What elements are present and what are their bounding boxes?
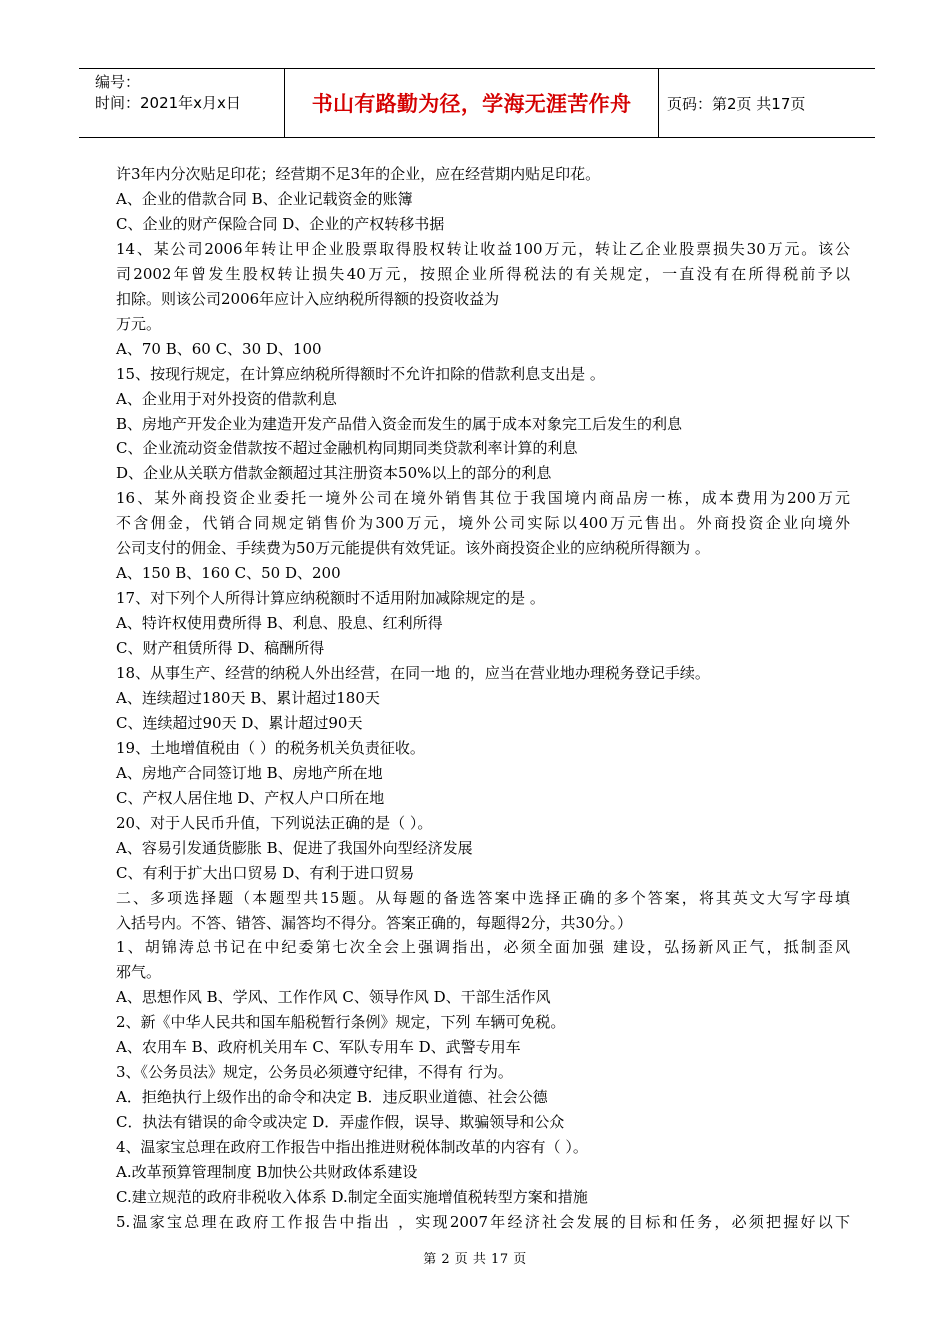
text-line: 14、某公司2006年转让甲企业股票取得股权转让收益100万元，转让乙企业股票损失30万元。该公: [116, 239, 850, 258]
text-line: C、有利于扩大出口贸易 D、有利于进口贸易: [116, 863, 415, 882]
text-line: A．拒绝执行上级作出的命令和决定 B．违反职业道德、社会公德: [116, 1088, 548, 1107]
text-line: A、特许权使用费所得 B、利息、股息、红利所得: [116, 614, 443, 633]
text-line: A、容易引发通货膨胀 B、促进了我国外向型经济发展: [116, 838, 473, 857]
text-line: C、连续超过90天 D、累计超过90天: [116, 713, 363, 732]
text-line: A.改革预算管理制度 B加快公共财政体系建设: [116, 1163, 418, 1181]
header-page-cell: [659, 69, 875, 137]
text-line: C、企业流动资金借款按不超过金融机构同期同类贷款利率计算的利息: [116, 439, 578, 458]
text-line: 不含佣金，代销合同规定销售价为300万元，境外公司实际以400万元售出。外商投资企业向境外: [116, 514, 850, 533]
text-line: A、企业的借款合同 B、企业记载资金的账簿: [116, 189, 413, 208]
text-line: C、财产租赁所得 D、稿酬所得: [116, 639, 325, 658]
text-line: B、房地产开发企业为建造开发产品借入资金而发生的属于成本对象完工后发生的利息: [116, 414, 683, 433]
text-line: A、70 B、60 C、30 D、100: [116, 339, 322, 358]
text-line: 3、《公务员法》规定，公务员必须遵守纪律，不得有 行为。: [116, 1063, 513, 1082]
text-line: 4、温家宝总理在政府工作报告中指出推进财税体制改革的内容有（ ）。: [116, 1138, 588, 1157]
text-line: A、连续超过180天 B、累计超过180天: [116, 688, 380, 707]
header-meta: [79, 69, 285, 137]
text-line: 邪气。: [116, 963, 162, 982]
text-line: D、企业从关联方借款金额超过其注册资本50%以上的部分的利息: [116, 464, 552, 483]
text-line: 5.温家宝总理在政府工作报告中指出 ，实现2007年经济社会发展的目标和任务，必须把握好以下: [116, 1212, 850, 1231]
text-line: C、企业的财产保险合同 D、企业的产权转移书据: [116, 214, 445, 233]
text-line: A、农用车 B、政府机关用车 C、军队专用车 D、武警专用车: [116, 1038, 521, 1057]
text-line: 19、土地增值税由（ ）的税务机关负责征收。: [116, 738, 425, 757]
text-line: 16、某外商投资企业委托一境外公司在境外销售其位于我国境内商品房一栋，成本费用为200万元: [116, 489, 850, 508]
page-header: [79, 68, 875, 138]
header-motto-cell: [285, 69, 659, 137]
text-line: 15、按现行规定，在计算应纳税所得额时不允许扣除的借款利息支出是 。: [116, 364, 605, 383]
text-line: 20、对于人民币升值，下列说法正确的是（ ）。: [116, 813, 433, 832]
text-line: 许3年内分次贴足印花；经营期不足3年的企业，应在经营期内贴足印花。: [116, 165, 601, 183]
text-line: 公司支付的佣金、手续费为50万元能提供有效凭证。该外商投资企业的应纳税所得额为 。: [116, 539, 710, 558]
text-line: 18、从事生产、经营的纳税人外出经营，在同一地 的，应当在营业地办理税务登记手续。: [116, 664, 710, 682]
text-line: 1、胡锦涛总书记在中纪委第七次全会上强调指出，必须全面加强 建设，弘扬新风正气，抵制歪风: [116, 938, 850, 957]
text-line: 17、对下列个人所得计算应纳税额时不适用附加减除规定的是 。: [116, 589, 545, 608]
text-line: C.建立规范的政府非税收入体系 D.制定全面实施增值税转型方案和措施: [116, 1187, 588, 1206]
text-line: A、思想作风 B、学风、工作作风 C、领导作风 D、干部生活作风: [116, 988, 551, 1007]
text-line: 2、新《中华人民共和国车船税暂行条例》规定，下列 车辆可免税。: [116, 1013, 566, 1032]
document-number: 编号：: [95, 73, 141, 91]
text-line: A、150 B、160 C、50 D、200: [116, 564, 341, 583]
text-line: 司2002年曾发生股权转让损失40万元，按照企业所得税法的有关规定，一直没有在所得税前予以: [116, 264, 850, 283]
text-line: 万元。: [116, 314, 162, 333]
document-time: 时间：2021年x月x日: [95, 94, 241, 112]
page-footer: 第 2 页 共 17 页: [423, 1252, 527, 1267]
header-motto: 书山有路勤为径，学海无涯苦作舟: [311, 92, 632, 116]
header-page-number: 页码：第2页 共17页: [667, 94, 806, 113]
text-line: 二、多项选择题（本题型共15题。从每题的备选答案中选择正确的多个答案，将其英文大写字母填: [116, 888, 850, 907]
text-line: C．执法有错误的命令或决定 D．弄虚作假，误导、欺骗领导和公众: [116, 1113, 565, 1132]
text-line: 入括号内。不答、错答、漏答均不得分。答案正确的，每题得2分，共30分。）: [116, 913, 633, 932]
text-line: A、房地产合同签订地 B、房地产所在地: [116, 763, 383, 782]
text-line: C、产权人居住地 D、产权人户口所在地: [116, 788, 385, 807]
text-line: 扣除。则该公司2006年应计入应纳税所得额的投资收益为: [116, 289, 500, 308]
text-line: A、企业用于对外投资的借款利息: [116, 389, 337, 408]
